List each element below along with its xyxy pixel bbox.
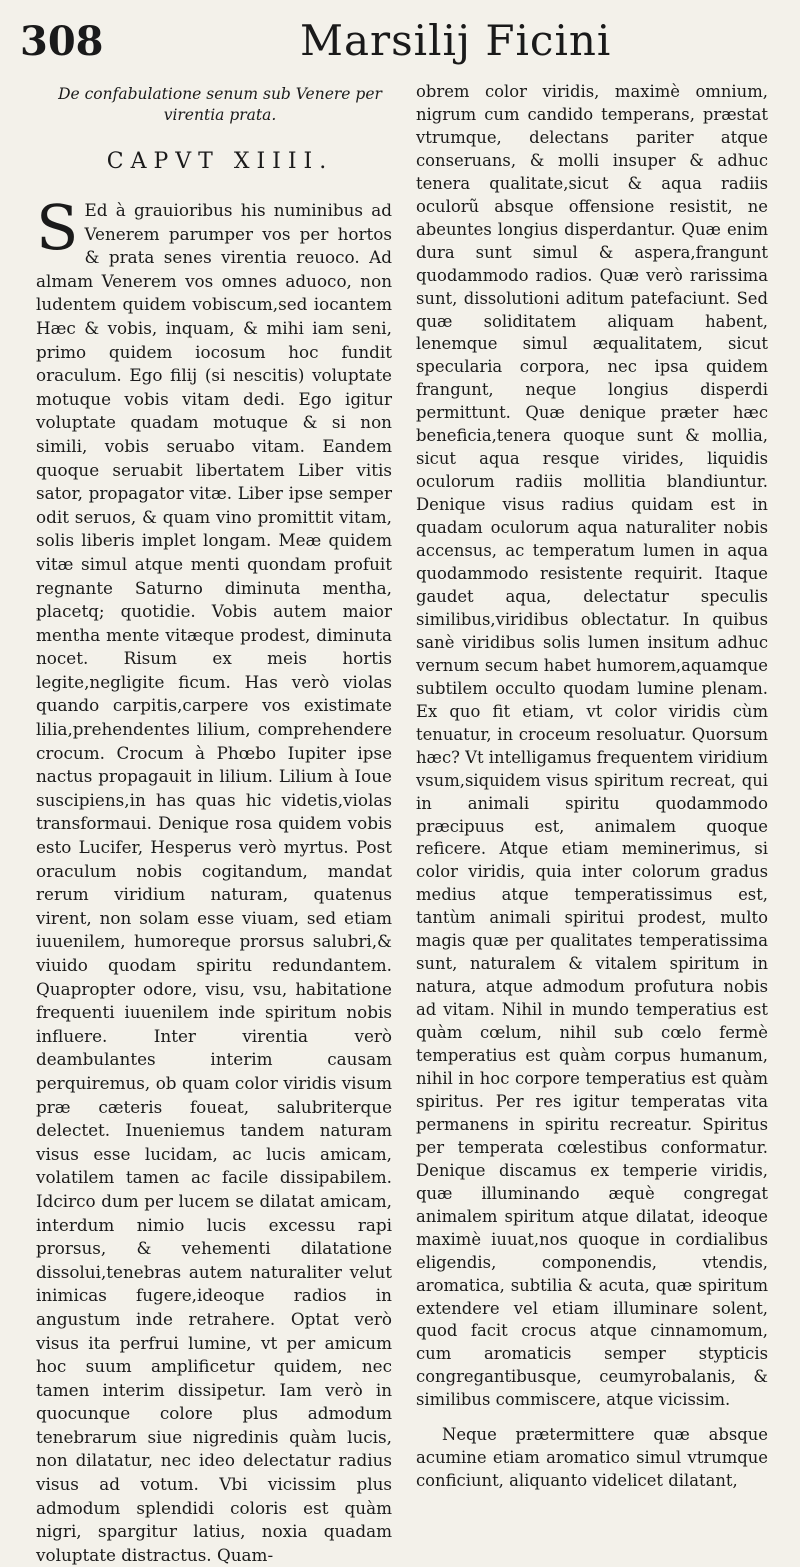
chapter-heading: CAPVT XIIII.	[106, 149, 334, 174]
left-column-text: Ed à grauioribus his numinibus ad Venerem parumper vos per hortos & prata senes virentia reuoco. Ad almam Venerem vos omnes aduoco, non ludentem quidem vobiscum,sed iocantem Hæc & vobis, inquam, & mihi iam seni, primo quidem iocosum hoc fundit oraculum. Ego filij (si nescitis) voluptate motuque vobis vitam dedi. Ego igitur voluptate quadam motuque & si non simili, vobis seruabo vitam. Eandem quoque seruabit libertatem Liber vitis sator, propagator vitæ. Liber ipse semper odit seruos, & quam vino promittit vitam, solis liberis implet longam. Meæ quidem vitæ simul atque menti quondam profuit regnante Saturno diminuta mentha, placetq; quotidie. Vobis autem maior mentha mente vitæque prodest, diminuta nocet. Risum ex meis hortis legite,negligite ficum. Has verò violas quando carpitis,carpere vos existimate lilia,prehendentes lilium, comprehendere crocum. Crocum à Phœbo Iupiter ipse nactus propagauit in lilium. Lilium à Ioue suscipiens,in has quas hic videtis,violas transformaui. Denique rosa quidem vobis esto Lucifer, Hesperus verò myrtus. Post oraculum nobis cogitandum, mandat rerum viridium naturam, quatenus virent, non solam esse viuam, sed etiam iuuenilem, humoreque prorsus salubri,& viuido quodam spiritu redundantem. Quapropter odore, visu, vsu, habitatione frequenti iuuenilem inde spiritum nobis influere. Inter virentia verò deambulantes interim causam perquiremus, ob quam color viridis visum præ cæteris foueat, salubriterque delectet. Inueniemus tandem naturam visus esse lucidam, ac lucis amicam, volatilem tamen ac facile dissipabilem. Idcirco dum per lucem se dilatat amicam, interdum nimio lucis excessu rapi prorsus, & vehementi dilatatione dissolui,tenebras autem naturaliter velut inimicas fugere,ideoque radios in angustum inde retrahere. Optat verò visus ita perfrui lumine, vt per amicum hoc suum amplificetur quidem, nec tamen interim dissipetur. Iam verò in quocunque colore plus admodum tenebrarum siue nigredinis quàm lucis, non dilatatur, nec ideo delectatur radius visus ad votum. Vbi vicissim plus admodum splendidi coloris est quàm nigri, spargitur latius, noxia quadam voluptate distractus. Quam-	[36, 200, 392, 1565]
page-number: 308	[20, 18, 104, 65]
left-column	[36, 191, 392, 1567]
right-column-paragraph-1: obrem color viridis, maximè omnium, nigrum cum candido temperans, præstat vtrumque, delectans pariter atque conseruans, & molli insuper & adhuc tenera qualitate,sicut & aqua radiis oculorũ absque offensione resistit, ne abeuntes longius disperdantur. Quæ enim dura sunt simul & aspera,frangunt quodammodo radios. Quæ verò rarissima sunt, dissolutioni aditum patefaciunt. Sed quæ soliditatem aliquam habent, lenemque simul æqualitatem, sicut specularia corpora, nec ipsa quidem frangunt, neque longius disperdi permittunt. Quæ denique præter hæc beneficia,tenera quoque sunt & mollia, sicut aqua resque virides, liquidis oculorum radiis mollitia blandiuntur. Denique visus radius quidam est in quadam oculorum aqua naturaliter nobis accensus, ac temperatum lumen in aqua quodammodo resistente requirit. Itaque gaudet aqua, delectatur speculis similibus,viridibus oblectatur. In quibus sanè viridibus solis lumen insitum adhuc vernum secum habet humorem,aquamque subtilem occulto quodam lumine plenam. Ex quo fit etiam, vt color viridis cùm tenuatur, in croceum resoluatur. Quorsum hæc? Vt intelligamus frequentem viridium vsum,siquidem visus spiritum recreat, qui in animali spiritu quodammodo præcipuus est, animalem quoque reficere. Atque etiam meminerimus, si color viridis, quia inter colorum gradus medius atque temperatissimus est, tantùm animali spiritui prodest, multo magis quæ per qualitates temperatissima sunt, naturalem & vitalem spiritum in natura, atque admodum profutura nobis ad vitam. Nihil in mundo temperatius est quàm cœlum, nihil sub cœlo fermè temperatius est quàm corpus humanum, nihil in hoc corpore temperatius est quàm spiritus. Per res igitur temperatas vita permanens in spiritu recreatur. Spiritus per temperata cœlestibus conformatur. Denique discamus ex temperie viridis, quæ illuminando æquè congregat animalem spiritum atque dilatat, ideoque maximè iuuat,nos quoque in cordialibus eligendis, componendis, vtendis, aromatica, subtilia & acuta, quæ spiritum extendere vel etiam illuminare solent, quod facit crocus atque cinnamomum, cum aromaticis semper stypticis congregantibusque, ceumyrobalanis, & similibus commiscere, atque vicissim.	[416, 82, 768, 1410]
right-column-paragraph-2: Neque prætermittere quæ absque acumine etiam aromatico simul vtrumque conficiunt, aliquanto videlicet dilatant,	[416, 1425, 768, 1491]
chapter-subtitle: De confabulatione senum sub Venere per virentia prata.	[58, 85, 382, 124]
right-column	[416, 81, 768, 1493]
drop-cap: S	[36, 191, 79, 264]
running-title: Marsilij Ficini	[300, 16, 612, 65]
